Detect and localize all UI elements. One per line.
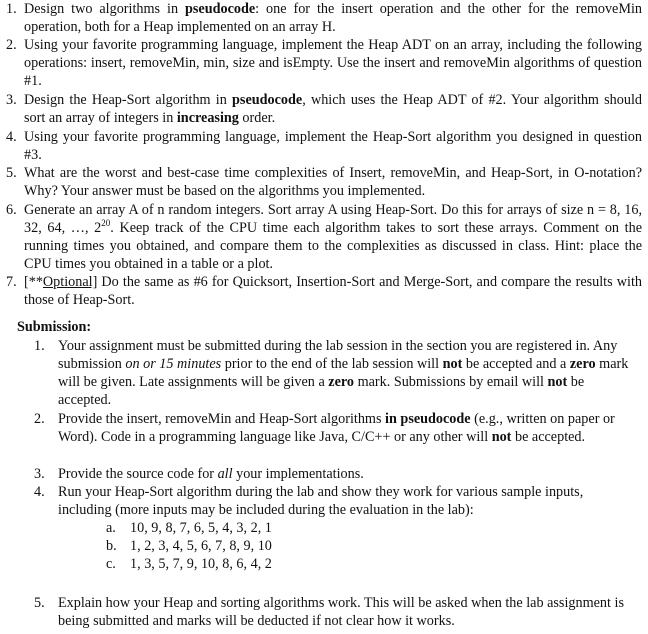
submission-item-1: 1. Your assignment must be submitted during the lab session in the section you are registered in. Any submission on or 15 minutes prior to the end of the lab session will not be accepted and a zero mark will be given. Late assignments will be given a zero mark. Submissions by email will not be accepted. [34, 338, 629, 408]
question-5: 5. What are the worst and best-case time complexities of Insert, removeMin, and Heap-Sort, in O-notation? Why? Your answer must be based on the algorithms you implemented. [6, 165, 642, 199]
question-2: 2. Using your favorite programming language, implement the Heap ADT on an array, including the following operations: insert, removeMin, min, size and isEmpty. Use the insert and removeMin algorithms of question #1. [6, 37, 642, 89]
sample-input-c: c. 1, 3, 5, 7, 9, 10, 8, 6, 4, 2 [106, 556, 272, 572]
question-4: 4. Using your favorite programming language, implement the Heap-Sort algorithm you designed in question #3. [6, 129, 642, 163]
question-1: 1. Design two algorithms in pseudocode: one for the insert operation and the other for the removeMin operation, both for a Heap implemented on an array H. [6, 1, 642, 35]
sample-input-a: a. 10, 9, 8, 7, 6, 5, 4, 3, 2, 1 [106, 520, 272, 536]
submission-item-3: 3. Provide the source code for all your implementations. [34, 466, 364, 482]
question-7: 7. [**Optional] Do the same as #6 for Quicksort, Insertion-Sort and Merge-Sort, and compare the results with those of Heap-Sort. [6, 274, 642, 308]
submission-item-2: 2. Provide the insert, removeMin and Heap-Sort algorithms in pseudocode (e.g., written on paper or Word). Code in a programming language like Java, C/C++ or any other will not be accepted. [34, 411, 615, 445]
submission-heading: Submission: [17, 319, 92, 335]
submission-item-4: 4. Run your Heap-Sort algorithm during the lab and show they work for various sample inputs, including (more inputs may be included during the evaluation in the lab): [34, 484, 584, 518]
question-3: 3. Design the Heap-Sort algorithm in pseudocode, which uses the Heap ADT of #2. Your algorithm should sort an array of integers in increasing order. [6, 92, 642, 126]
sample-input-b: b. 1, 2, 3, 4, 5, 6, 7, 8, 9, 10 [106, 538, 272, 554]
submission-item-5: 5. Explain how your Heap and sorting algorithms work. This will be asked when the lab assignment is being submitted and marks will be deducted if not clear how it works. [34, 595, 624, 629]
question-6: 6. Generate an array A of n random integers. Sort array A using Heap-Sort. Do this for arrays of size n = 8, 16, 32, 64, …, $2^{20}$. Keep track of the CPU time each algorithm takes to sort these arrays. Comment on the running times you obtained, and compare them to the complexities as discussed in class. Hint: place the CPU times you obtained in a table or a plot. [6, 202, 642, 272]
